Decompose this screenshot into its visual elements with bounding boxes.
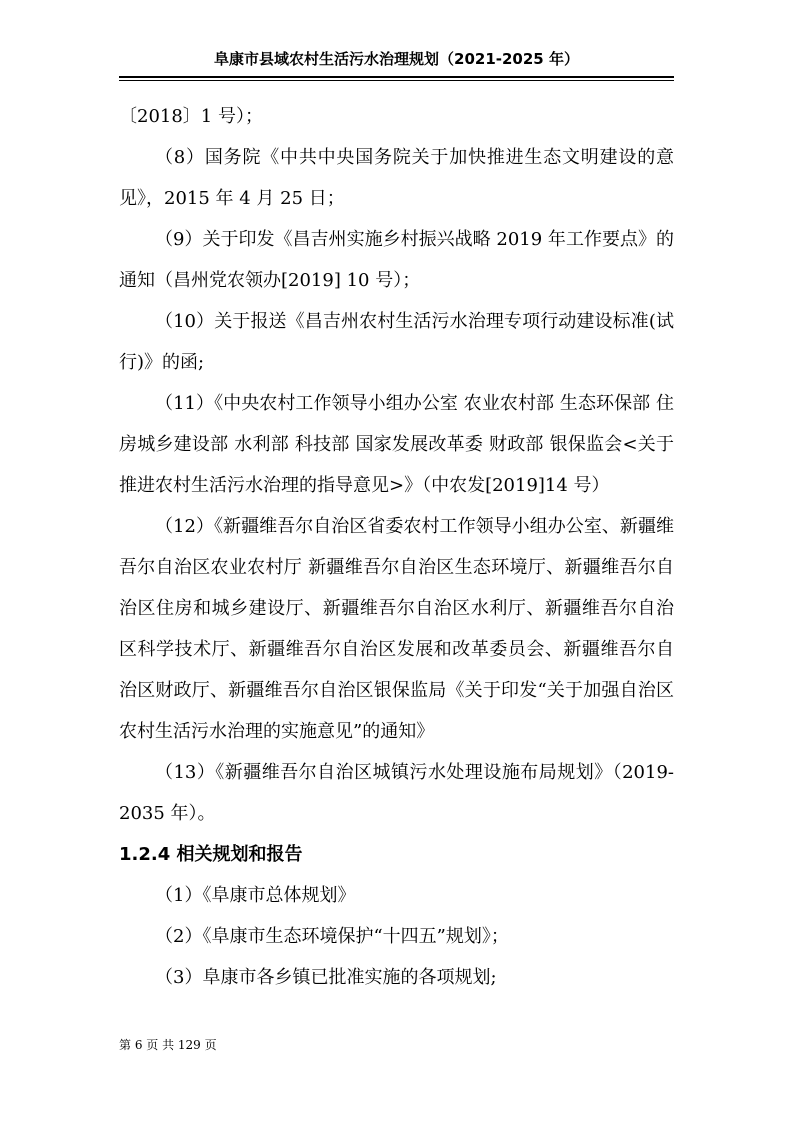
header-rule-thin	[119, 80, 674, 81]
reference-item-13: （13）《新疆维吾尔自治区城镇污水处理设施布局规划》（2019-2035 年）。	[119, 762, 674, 824]
reference-item-12: （12）《新疆维吾尔自治区省委农村工作领导小组办公室、新疆维吾尔自治区农业农村厅 新疆维吾尔自治区生态环境厅、新疆维吾尔自治区住房和城乡建设厅、新疆维吾尔自治区水利厅、新疆维吾尔自治区科学技术厅、新疆维吾尔自治区发展和改革委员会、新疆维吾尔自治区财政厅、新疆维吾尔自治区银保监局《关于印发“关于加强自治区农村生活污水治理的实施意见”的通知》	[119, 516, 674, 742]
page-header-title: 阜康市县域农村生活污水治理规划（2021-2025 年）	[214, 50, 579, 68]
reference-item-8: （8）国务院《中共中央国务院关于加快推进生态文明建设的意见》，2015 年 4 月 25 日；	[119, 147, 674, 209]
page-number: 第 6 页 共 129 页	[119, 1038, 217, 1052]
header-rule-thick	[119, 76, 674, 78]
reference-item-10: （10）关于报送《昌吉州农村生活污水治理专项行动建设标准(试行)》的函;	[119, 311, 674, 373]
paragraph-continuation: 〔2018〕1 号）；	[119, 106, 263, 127]
plan-item-1: （1）《阜康市总体规划》	[155, 885, 356, 906]
reference-item-11: （11）《中央农村工作领导小组办公室 农业农村部 生态环保部 住房城乡建设部 水利部 科技部 国家发展改革委 财政部 银保监会<关于推进农村生活污水治理的指导意见>》（中农发[2019]14 号）	[119, 393, 674, 496]
plan-item-2: （2）《阜康市生态环境保护“十四五”规划》；	[155, 926, 509, 947]
page-body	[119, 96, 674, 998]
section-heading: 1.2.4 相关规划和报告	[119, 844, 303, 865]
reference-item-9: （9）关于印发《昌吉州实施乡村振兴战略 2019 年工作要点》的通知（昌州党农领办[2019] 10 号）；	[119, 229, 674, 291]
plan-item-3: （3）阜康市各乡镇已批准实施的各项规划;	[155, 967, 497, 988]
